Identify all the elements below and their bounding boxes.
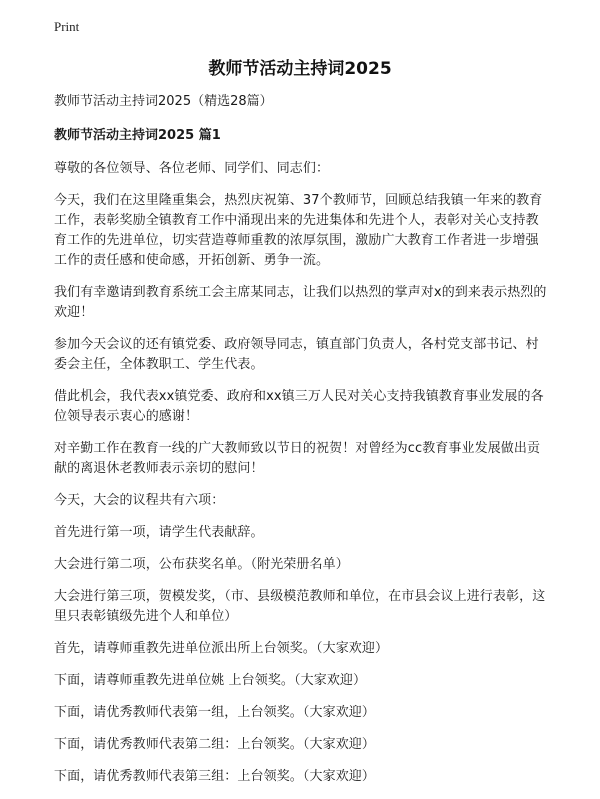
- paragraph: 今天，我们在这里隆重集会，热烈庆祝第、37个教师节，回顾总结我镇一年来的教育工作，表彰奖励全镇教育工作中涌现出来的先进集体和先进个人，表彰对关心支持教育工作的先进单位，切实营造尊师重教的浓厚氛围，激励广大教育工作者进一步增强工作的责任感和使命感，开拓创新、勇争一流。: [54, 193, 543, 268]
- document-subtitle: 教师节活动主持词2025（精选28篇）: [54, 94, 273, 109]
- section-heading: 教师节活动主持词2025 篇1: [54, 128, 221, 143]
- paragraph: 下面，请优秀教师代表第三组：上台领奖。（大家欢迎）: [54, 769, 376, 784]
- document-body: [54, 93, 550, 799]
- print-link[interactable]: Print: [54, 19, 80, 34]
- paragraph: 下面，请优秀教师代表第二组：上台领奖。（大家欢迎）: [54, 737, 376, 752]
- paragraph: 大会进行第二项，公布获奖名单。（附光荣册名单）: [54, 557, 349, 572]
- paragraph: 大会进行第三项，贺模发奖，（市、县级模范教师和单位，在市县会议上进行表彰，这里只表彰镇级先进个人和单位）: [54, 589, 546, 624]
- page-title: 教师节活动主持词2025: [208, 59, 392, 79]
- paragraph: 参加今天会议的还有镇党委、政府领导同志，镇直部门负责人，各村党支部书记、村委会主任，全体教职工、学生代表。: [54, 337, 539, 372]
- paragraph: 对辛勤工作在教育一线的广大教师致以节日的祝贺！对曾经为cc教育事业发展做出贡献的离退休老教师表示亲切的慰问！: [54, 441, 541, 476]
- paragraph: 借此机会，我代表xx镇党委、政府和xx镇三万人民对关心支持我镇教育事业发展的各位领导表示衷心的感谢！: [54, 389, 544, 424]
- paragraph: 下面，请优秀教师代表第一组，上台领奖。（大家欢迎）: [54, 705, 376, 720]
- paragraph: 今天，大会的议程共有六项：: [54, 493, 225, 508]
- paragraph: 下面，请尊师重教先进单位姚 上台领奖。（大家欢迎）: [54, 673, 367, 688]
- paragraph: 我们有幸邀请到教育系统工会主席某同志，让我们以热烈的掌声对x的到来表示热烈的欢迎！: [54, 285, 547, 320]
- paragraph: 首先，请尊师重教先进单位派出所上台领奖。（大家欢迎）: [54, 641, 389, 656]
- paragraph: 首先进行第一项，请学生代表献辞。: [54, 525, 264, 540]
- paragraph: 尊敬的各位领导、各位老师、同学们、同志们：: [54, 161, 330, 176]
